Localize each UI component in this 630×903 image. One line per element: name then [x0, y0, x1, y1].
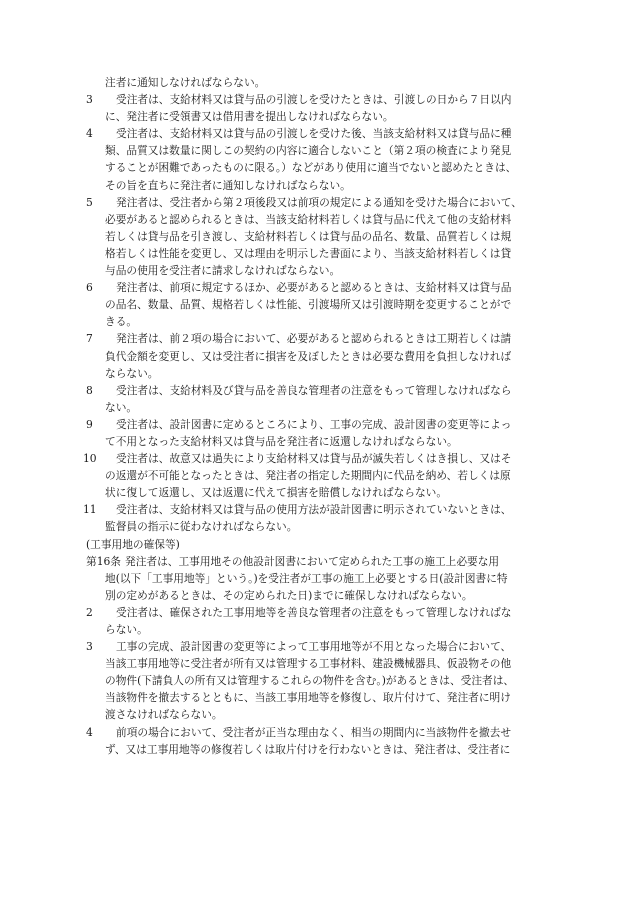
text-line: 受注者は、故意又は過失により支給材料又は貸与品が滅失若しくはき損し、又はそ: [116, 452, 512, 466]
text-line: の物件(下請負人の所有又は管理するこれらの物件を含む。)があるときは、受注者は、: [105, 674, 515, 688]
clauses-article-15: [83, 91, 548, 535]
text-line: に、発注者に受領書又は借用書を提出しなければならない。: [105, 110, 394, 124]
clause: [86, 382, 548, 416]
clause: [86, 724, 548, 758]
text-line: 監督員の指示に従わなければならない。: [105, 520, 298, 534]
clause: [86, 416, 548, 450]
text-line: 発注者は、工事用地その他設計図書において定められた工事の施工上必要な用: [125, 554, 500, 568]
text-line: 類、品質又は数量に関しこの契約の内容に適合しないこと（第２項の検査により発見: [105, 144, 512, 158]
clause-number: 2: [86, 605, 93, 619]
text-line: 前項の場合において、受注者が正当な理由なく、相当の期間内に当該物件を撤去せ: [116, 725, 512, 739]
text-line: 発注者は、前２項の場合において、必要があると認められるときは工期若しくは請: [116, 332, 512, 346]
clause: [86, 638, 548, 723]
text-line: ず、又は工事用地等の修復若しくは取片付けを行わないときは、発注者は、受注者に: [105, 742, 511, 756]
text-line: 受注者は、支給材料又は貸与品の使用方法が設計図書に明示されていないときは、: [116, 503, 512, 517]
text-line: することが困難であったものに限る。）などがあり使用に適当でないと認めたときは、: [105, 161, 517, 175]
text-line: ない。: [105, 400, 138, 414]
text-line: きる。: [105, 315, 138, 329]
article-number: 第16条: [86, 554, 121, 568]
text-line: ならない。: [105, 366, 159, 380]
clause-number: 3: [86, 640, 93, 654]
clause-number: 5: [86, 195, 93, 209]
clause-number: 8: [86, 383, 93, 397]
text-line: 注者に通知しなければならない。: [105, 76, 266, 89]
text-line: 発注者は、受注者から第２項後段又は前項の規定による通知を受けた場合において、: [116, 195, 522, 209]
text-line: 必要があると認められるときは、当該支給材料若しくは貸与品に代えて他の支給材料: [105, 212, 512, 226]
clause: [86, 330, 548, 381]
text-line: らない。: [105, 623, 148, 636]
clause: [83, 501, 548, 535]
text-line: 状に復して返還し、又は返還に代えて損害を賠償しなければならない。: [105, 486, 448, 500]
text-line: の品名、数量、品質、規格若しくは性能、引渡場所又は引渡時期を変更することがで: [105, 298, 512, 312]
clause-number: 9: [86, 417, 93, 431]
text-line: 受注者は、設計図書に定めるところにより、工事の完成、設計図書の変更等によっ: [116, 417, 512, 431]
text-line: 別の定めがあるときは、その定められた日)までに確保しなければならない。: [105, 588, 473, 602]
clause: [86, 604, 548, 638]
text-line: 渡さなければならない。: [105, 708, 223, 722]
clause-number: 4: [86, 127, 93, 141]
continuation-text: [86, 74, 548, 91]
text-line: 当該工事用地等に受注者が所有又は管理する工事材料、建設機械器具、仮設物その他: [105, 657, 512, 671]
text-line: て不用となった支給材料又は貸与品を発注者に返還しなければならない。: [105, 434, 458, 448]
clause-number: 3: [86, 93, 93, 107]
text-line: 負代金額を変更し、又は受注者に損害を及ぼしたときは必要な費用を負担しなければ: [105, 349, 512, 363]
text-line: 受注者は、支給材料及び貸与品を善良な管理者の注意をもって管理しなければなら: [116, 383, 512, 397]
clauses-article-16: [86, 604, 548, 758]
text-line: 格若しくは性能を変更し、又は理由を明示した書面により、当該支給材料若しくは貸: [105, 246, 512, 260]
text-line: その旨を直ちに発注者に通知しなければならない。: [105, 178, 351, 192]
clause-number: 4: [86, 725, 93, 739]
document-body: [83, 74, 548, 758]
clause-number: 11: [83, 503, 97, 517]
text-line: の返還が不可能となったときは、発注者の指定した期間内に代品を納め、若しくは原: [105, 469, 511, 483]
text-line: 若しくは貸与品を引き渡し、支給材料若しくは貸与品の品名、数量、品質若しくは規: [105, 229, 512, 243]
text-line: 受注者は、支給材料又は貸与品の引渡しを受けたときは、引渡しの日から７日以内: [116, 93, 512, 107]
section-heading: (工事用地の確保等): [86, 537, 180, 551]
clause: [86, 194, 548, 279]
clause: [86, 125, 548, 193]
clause-number: 10: [83, 452, 97, 466]
clause: [83, 450, 548, 501]
text-line: 発注者は、前項に規定するほか、必要があると認めるときは、支給材料又は貸与品: [116, 281, 512, 295]
clause: [86, 91, 548, 125]
article-16: [86, 553, 548, 604]
clause: [86, 279, 548, 330]
text-line: 工事の完成、設計図書の変更等によって工事用地等が不用となった場合において、: [116, 640, 512, 654]
text-line: 当該物件を撤去するとともに、当該工事用地等を修復し、取片付けて、発注者に明け: [105, 691, 511, 705]
clause-number: 7: [86, 332, 93, 346]
text-line: 地(以下「工事用地等」という。)を受注者が工事の施工上必要とする日(設計図書に特: [105, 571, 508, 585]
text-line: 受注者は、確保された工事用地等を善良な管理者の注意をもって管理しなければな: [116, 605, 512, 619]
text-line: 受注者は、支給材料又は貸与品の引渡しを受けた後、当該支給材料又は貸与品に種: [116, 127, 512, 141]
text-line: 与品の使用を受注者に請求しなければならない。: [105, 264, 341, 278]
clause-number: 6: [86, 281, 93, 295]
